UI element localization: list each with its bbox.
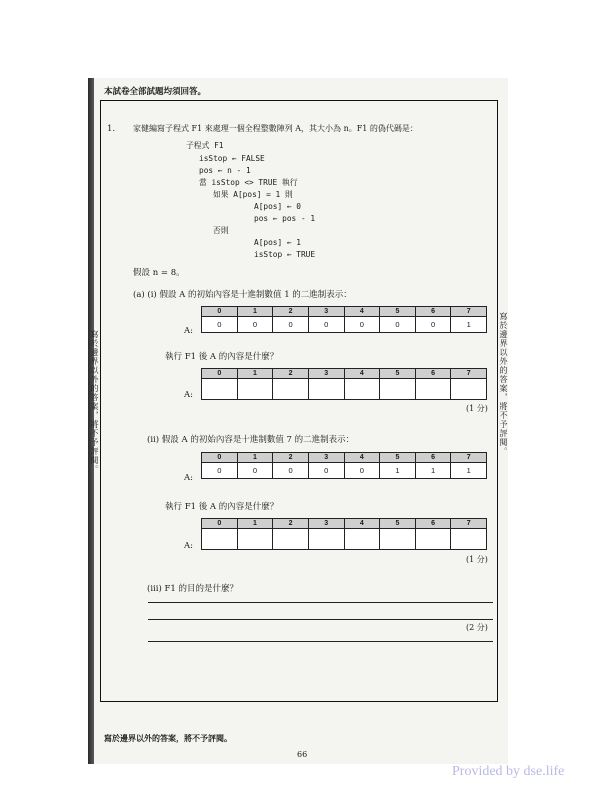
index-cell: 1 [237, 307, 273, 317]
answer-line-2[interactable] [148, 619, 493, 620]
array-label-4: A: [184, 541, 194, 551]
value-cell: 0 [273, 463, 309, 479]
answer-table-1[interactable] [201, 368, 487, 400]
question-number: 1. [107, 124, 116, 134]
index-cell: 2 [273, 369, 309, 379]
footer-warning: 寫於邊界以外的答案，將不予評閱。 [104, 733, 232, 743]
question-intro: 家健編寫子程式 F1 來處理一個全程整數陣列 A，其大小為 n。F1 的偽代碼是： [133, 124, 418, 133]
code-line-5: 如果 A[pos] = 1 則 [213, 190, 293, 199]
code-line-1: 子程式 F1 [186, 141, 224, 150]
answer-table-2[interactable] [201, 518, 487, 550]
value-cell: 1 [451, 463, 487, 479]
array-table-2 [201, 452, 487, 479]
code-line-9: A[pos] ← 1 [254, 238, 301, 247]
code-line-3: pos ← n - 1 [199, 166, 251, 175]
code-line-10: isStop ← TRUE [254, 250, 316, 259]
part-a-i-text: (a) (i) 假設 A 的初始內容是十進制數值 1 的二進制表示： [133, 290, 352, 300]
answer-cell[interactable] [380, 529, 416, 550]
answer-cell[interactable] [237, 379, 273, 400]
left-margin-note: 寫於邊界以外的答案，將不予評閱。 [90, 330, 99, 474]
index-cell: 7 [451, 453, 487, 463]
value-cell: 0 [237, 317, 273, 333]
value-cell: 1 [415, 463, 451, 479]
index-cell: 2 [273, 519, 309, 529]
index-cell: 0 [202, 519, 238, 529]
value-cell: 1 [451, 317, 487, 333]
index-cell: 4 [344, 369, 380, 379]
index-cell: 4 [344, 307, 380, 317]
page-number: 66 [297, 750, 308, 759]
index-cell: 5 [380, 369, 416, 379]
index-cell: 3 [308, 453, 344, 463]
index-cell: 7 [451, 369, 487, 379]
answer-cell[interactable] [344, 379, 380, 400]
index-cell: 4 [344, 519, 380, 529]
answer-cell[interactable] [415, 529, 451, 550]
answer-cell[interactable] [237, 529, 273, 550]
answer-cell[interactable] [202, 529, 238, 550]
array-label-1: A: [184, 326, 194, 336]
array-label-3: A: [184, 473, 194, 483]
value-cell: 0 [273, 317, 309, 333]
value-cell: 0 [380, 317, 416, 333]
index-cell: 0 [202, 453, 238, 463]
part-a-ii-text: (ii) 假設 A 的初始內容是十進制數值 7 的二進制表示： [147, 435, 355, 445]
index-cell: 7 [451, 519, 487, 529]
value-cell: 0 [415, 317, 451, 333]
index-cell: 3 [308, 369, 344, 379]
answer-cell[interactable] [415, 379, 451, 400]
code-line-8: 否則 [213, 226, 229, 235]
answer-cell[interactable] [273, 529, 309, 550]
answer-cell[interactable] [202, 379, 238, 400]
value-cell: 0 [202, 463, 238, 479]
index-cell: 6 [415, 519, 451, 529]
mark-allocation: (1 分) [466, 404, 488, 413]
code-line-6: A[pos] ← 0 [254, 202, 301, 211]
answer-boundary [100, 100, 498, 702]
value-cell: 0 [308, 317, 344, 333]
index-cell: 1 [237, 369, 273, 379]
code-line-4: 當 isStop <> TRUE 執行 [199, 178, 298, 187]
index-cell: 5 [380, 519, 416, 529]
answer-line-3[interactable] [148, 641, 493, 642]
value-cell: 0 [237, 463, 273, 479]
value-cell: 0 [344, 317, 380, 333]
ask-after-1: 執行 F1 後 A 的內容是什麼？ [165, 352, 279, 362]
index-cell: 0 [202, 369, 238, 379]
code-line-2: isStop ← FALSE [199, 154, 265, 163]
index-cell: 3 [308, 519, 344, 529]
index-cell: 3 [308, 307, 344, 317]
array-table-1 [201, 306, 487, 333]
watermark: Provided by dse.life [452, 764, 565, 779]
answer-cell[interactable] [380, 379, 416, 400]
index-cell: 6 [415, 369, 451, 379]
value-cell: 0 [344, 463, 380, 479]
answer-cell[interactable] [451, 529, 487, 550]
answer-cell[interactable] [308, 379, 344, 400]
mark-allocation: (2 分) [466, 623, 488, 632]
assumption: 假設 n = 8。 [133, 268, 185, 278]
answer-cell[interactable] [451, 379, 487, 400]
value-cell: 1 [380, 463, 416, 479]
exam-instruction: 本試卷全部試題均須回答。 [104, 87, 207, 97]
answer-cell[interactable] [308, 529, 344, 550]
index-cell: 1 [237, 453, 273, 463]
index-cell: 6 [415, 307, 451, 317]
index-cell: 4 [344, 453, 380, 463]
code-line-7: pos ← pos - 1 [254, 214, 316, 223]
right-margin-note: 寫於邊界以外的答案，將不予評閱。 [499, 312, 508, 456]
index-cell: 6 [415, 453, 451, 463]
answer-cell[interactable] [344, 529, 380, 550]
value-cell: 0 [308, 463, 344, 479]
index-cell: 5 [380, 453, 416, 463]
index-cell: 2 [273, 307, 309, 317]
answer-cell[interactable] [273, 379, 309, 400]
mark-allocation: (1 分) [466, 555, 488, 564]
answer-line-1[interactable] [148, 602, 493, 603]
index-cell: 0 [202, 307, 238, 317]
array-label-2: A: [184, 390, 194, 400]
ask-after-2: 執行 F1 後 A 的內容是什麼？ [165, 502, 279, 512]
index-cell: 7 [451, 307, 487, 317]
value-cell: 0 [202, 317, 238, 333]
index-cell: 2 [273, 453, 309, 463]
index-cell: 1 [237, 519, 273, 529]
part-a-iii-text: (iii) F1 的目的是什麼？ [147, 584, 238, 594]
index-cell: 5 [380, 307, 416, 317]
